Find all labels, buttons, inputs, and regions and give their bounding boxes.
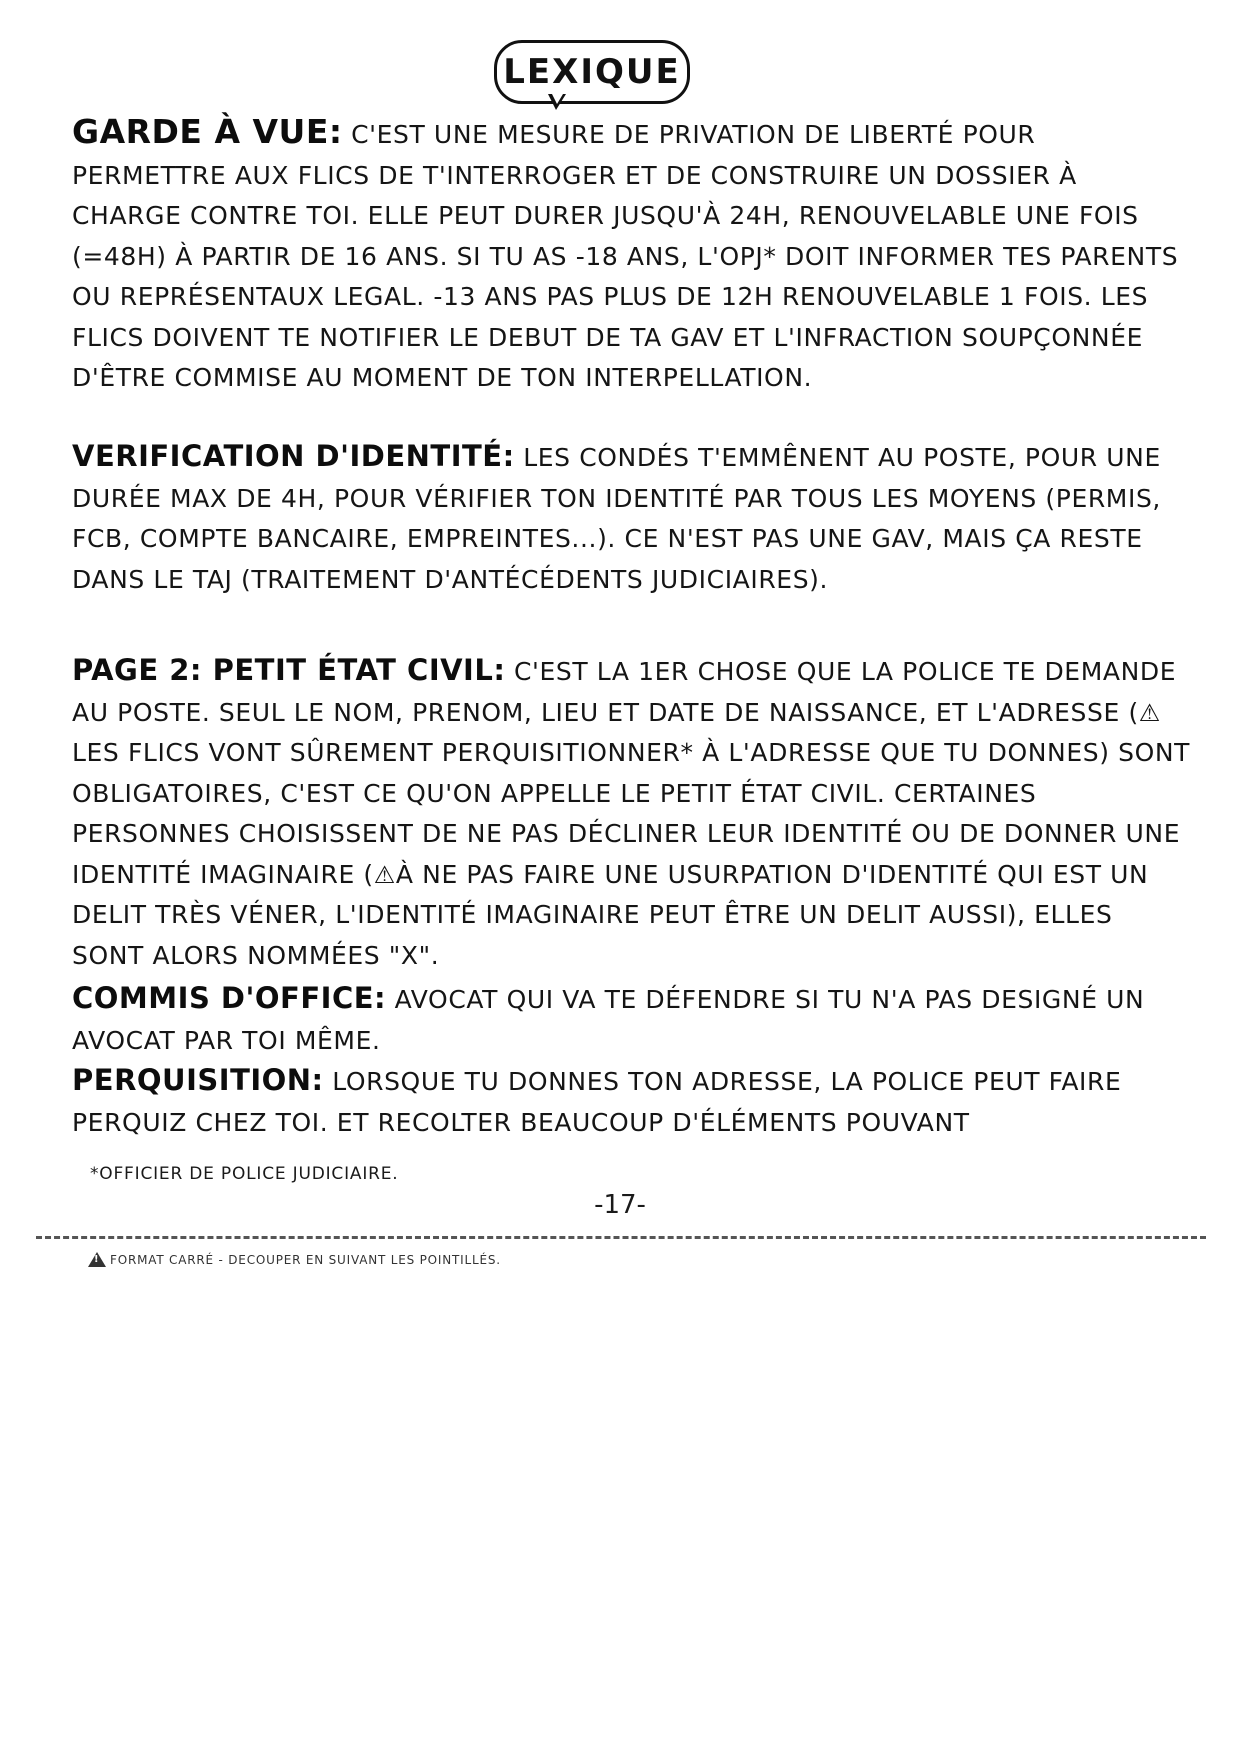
entry-definition: LORSQUE TU DONNES TON ADRESSE, LA POLICE PEUT FAIRE PERQUIZ CHEZ TOI. ET RECOLTER BEAUCOUP D'ÉLÉMENTS POUVANT: [72, 1067, 1122, 1137]
footnote: *OFFICIER DE POLICE JUDICIAIRE.: [90, 1164, 399, 1184]
entry-petit-etat-civil: [72, 650, 1192, 976]
entry-garde-a-vue: [72, 112, 1192, 399]
entry-term: PERQUISITION:: [72, 1063, 324, 1097]
entry-term: GARDE À VUE:: [72, 112, 343, 151]
entry-perquisition: [72, 1060, 1192, 1143]
entry-definition-part3: À NE PAS FAIRE UNE USURPATION D'IDENTITÉ QUI EST UN DELIT TRÈS VÉNER, L'IDENTITÉ IMAGINAIRE PEUT ÊTRE UN DELIT AUSSI), ELLES SONT ALORS NOMMÉES "X".: [72, 859, 1149, 970]
warning-icon: ⚠: [373, 860, 396, 889]
entry-verification-identite: [72, 436, 1192, 600]
entry-commis-d-office: [72, 978, 1192, 1061]
entry-definition-part2: LES FLICS VONT SÛREMENT PERQUISITIONNER* À L'ADRESSE QUE TU DONNES) SONT OBLIGATOIRES, C'EST CE QU'ON APPELLE LE PETIT ÉTAT CIVIL. CERTAINES PERSONNES CHOISISSENT DE NE PAS DÉCLINER LEUR IDENTITÉ OU DE DONNER UNE IDENTITÉ IMAGINAIRE (: [72, 738, 1191, 889]
entry-definition: AVOCAT QUI VA TE DÉFENDRE SI TU N'A PAS DESIGNÉ UN AVOCAT PAR TOI MÊME.: [72, 985, 1145, 1055]
entry-term: PAGE 2: PETIT ÉTAT CIVIL:: [72, 653, 506, 687]
warning-icon: [88, 1252, 106, 1267]
cut-note-text: FORMAT CARRÉ - DECOUPER EN SUIVANT LES POINTILLÉS.: [110, 1252, 501, 1267]
entry-definition: C'EST UNE MESURE DE PRIVATION DE LIBERTÉ POUR PERMETTRE AUX FLICS DE T'INTERROGER ET DE CONSTRUIRE UN DOSSIER À CHARGE CONTRE TOI. ELLE PEUT DURER JUSQU'À 24H, RENOUVELABLE UNE FOIS (=48H) À PARTIR DE 16 ANS. SI TU AS -18 ANS, L'OPJ* DOIT INFORMER TES PARENTS OU REPRÉSENTAUX LEGAL. -13 ANS PAS PLUS DE 12H RENOUVELABLE 1 FOIS. LES FLICS DOIVENT TE NOTIFIER LE DEBUT DE TA GAV ET L'INFRACTION SOUPÇONNÉE D'ÊTRE COMMISE AU MOMENT DE TON INTERPELLATION.: [72, 120, 1179, 392]
cut-note: [88, 1252, 501, 1267]
entry-definition-part1: C'EST LA 1ER CHOSE QUE LA POLICE TE DEMANDE AU POSTE. SEUL LE NOM, PRENOM, LIEU ET DATE DE NAISSANCE, ET L'ADRESSE (: [72, 657, 1177, 727]
entry-term: COMMIS D'OFFICE:: [72, 981, 387, 1015]
title-frame: [494, 40, 690, 104]
entry-definition: LES CONDÉS T'EMMÊNENT AU POSTE, POUR UNE DURÉE MAX DE 4H, POUR VÉRIFIER TON IDENTITÉ PAR TOUS LES MOYENS (PERMIS, FCB, COMPTE BANCAIRE, EMPREINTES...). CE N'EST PAS UNE GAV, MAIS ÇA RESTE DANS LE TAJ (TRAITEMENT D'ANTÉCÉDENTS JUDICIAIRES).: [72, 443, 1161, 594]
title-bubble: [494, 40, 694, 112]
page-number: -17-: [594, 1190, 646, 1220]
page-title: LEXIQUE: [503, 52, 681, 92]
cut-line-divider: [36, 1236, 1206, 1239]
warning-icon: ⚠: [1138, 698, 1161, 727]
entry-term: VERIFICATION D'IDENTITÉ:: [72, 439, 515, 473]
